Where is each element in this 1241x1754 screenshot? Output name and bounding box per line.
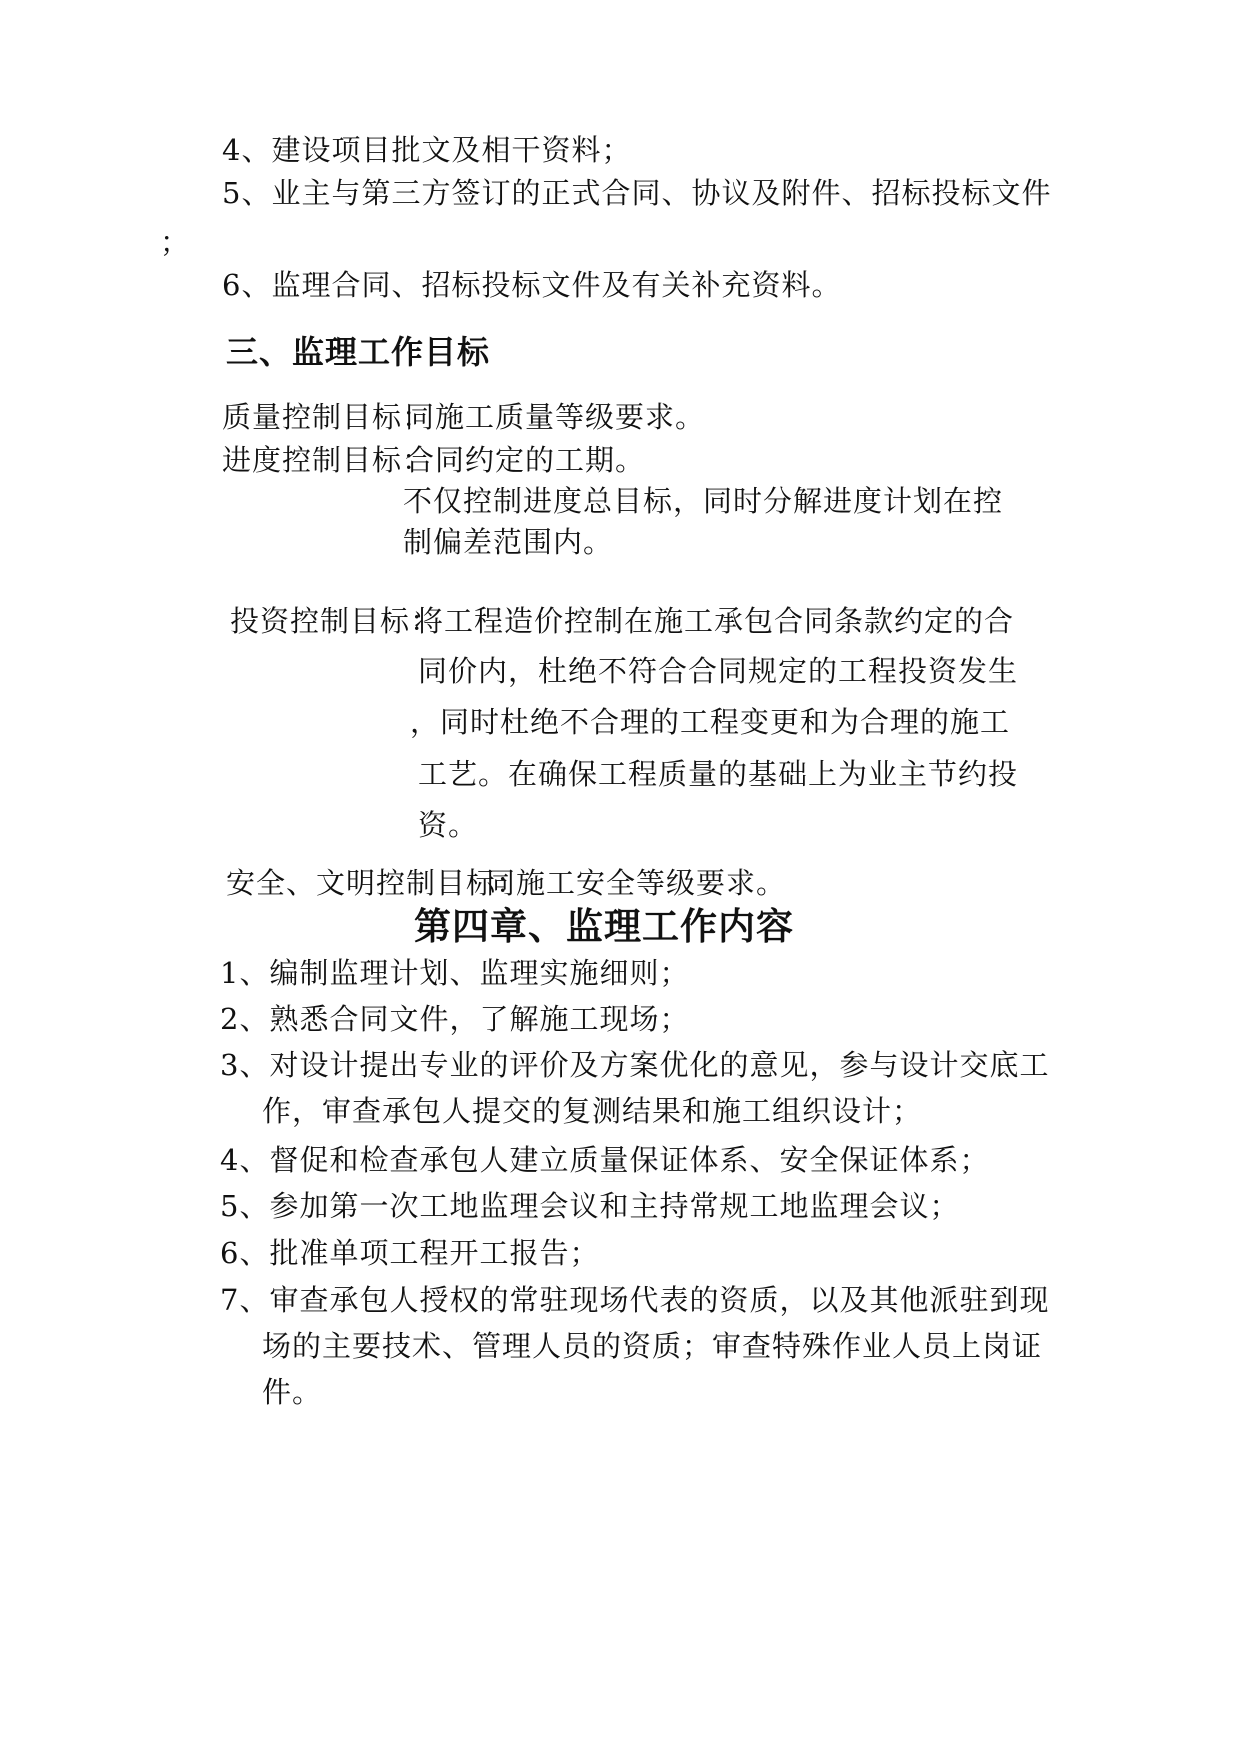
work-content-line: 场的主要技术、管理人员的资质；审查特殊作业人员上岗证 — [262, 1329, 1043, 1363]
safety-control-text: 同施工安全等级要求。 — [486, 866, 787, 900]
work-content-line: 7、审查承包人授权的常驻现场代表的资质，以及其他派驻到现 — [220, 1283, 1050, 1317]
basis-item-5: 5、业主与第三方签订的正式合同、协议及附件、招标投标文件 — [222, 176, 1052, 210]
investment-control-line: ，同时杜绝不合理的工程变更和为合理的施工 — [410, 705, 1011, 739]
chapter-heading-work-content: 第四章、监理工作内容 — [414, 905, 794, 948]
investment-control-line: 将工程造价控制在施工承包合同条款约定的合 — [414, 604, 1015, 638]
basis-item-5-continuation: ； — [160, 225, 191, 259]
work-content-line: 4、督促和检查承包人建立质量保证体系、安全保证体系； — [220, 1143, 990, 1177]
investment-control-line: 资。 — [418, 808, 479, 842]
basis-item-4: 4、建设项目批文及相干资料； — [222, 133, 632, 167]
progress-control-label: 进度控制目标： — [222, 443, 433, 477]
work-content-line: 5、参加第一次工地监理会议和主持常规工地监理会议； — [220, 1189, 960, 1223]
progress-control-extra-line: 不仅控制进度总目标，同时分解进度计划在控 — [403, 484, 1004, 518]
section-heading-work-objectives: 三、监理工作目标 — [226, 333, 491, 371]
safety-control-label: 安全、文明控制目标： — [226, 866, 527, 900]
work-content-line: 1、编制监理计划、监理实施细则； — [220, 956, 690, 990]
investment-control-line: 同价内，杜绝不符合合同规定的工程投资发生 — [418, 654, 1019, 688]
quality-control-label: 质量控制目标： — [222, 400, 433, 434]
work-content-line: 件。 — [262, 1375, 323, 1409]
work-content-line: 6、批准单项工程开工报告； — [220, 1236, 600, 1270]
progress-control-extra-line: 制偏差范围内。 — [403, 525, 614, 559]
progress-control-text: 合同约定的工期。 — [405, 443, 646, 477]
work-content-line: 作，审查承包人提交的复测结果和施工组织设计； — [262, 1094, 923, 1128]
work-content-line: 2、熟悉合同文件，了解施工现场； — [220, 1002, 690, 1036]
work-content-line: 3、对设计提出专业的评价及方案优化的意见，参与设计交底工 — [220, 1048, 1050, 1082]
quality-control-text: 同施工质量等级要求。 — [405, 400, 706, 434]
investment-control-line: 工艺。在确保工程质量的基础上为业主节约投 — [418, 757, 1019, 791]
investment-control-label: 投资控制目标： — [230, 604, 441, 638]
basis-item-6: 6、监理合同、招标投标文件及有关补充资料。 — [222, 268, 842, 302]
